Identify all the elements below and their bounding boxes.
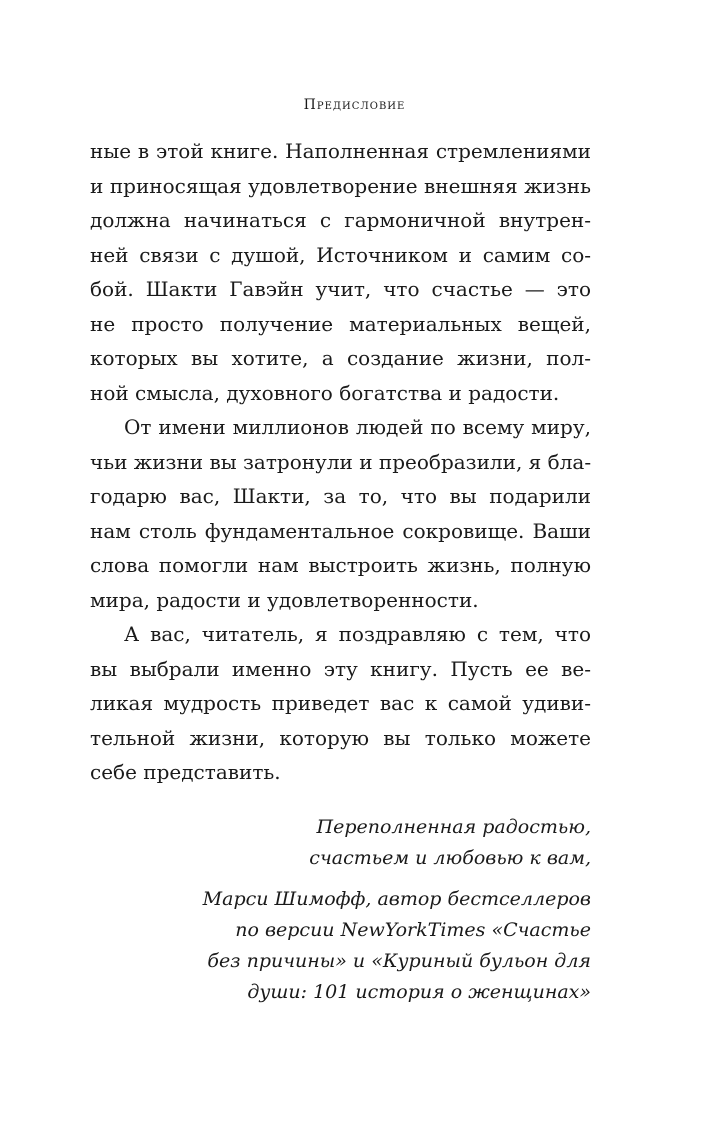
text-line: ней связи с душой, Источником и самим со-	[90, 242, 591, 267]
text-line: А вас, читатель, я поздравляю с тем, что	[124, 622, 591, 646]
text-line: бой. Шакти Гавэйн учит, что счастье — это	[90, 277, 591, 301]
closing-line: счастьем и любовью к вам,	[309, 847, 591, 869]
paragraph-2	[90, 410, 591, 617]
text-line: вы выбрали именно эту книгу. Пусть ее ве-	[90, 656, 591, 681]
text-line: ликая мудрость приведет вас к самой удиви-	[90, 691, 591, 715]
text-line: ной смысла, духовного богатства и радости.	[90, 380, 560, 405]
text-line: должна начинаться с гармоничной внутрен-	[90, 208, 591, 232]
text-line: От имени миллионов людей по всему миру,	[124, 415, 591, 439]
text-line: ные в этой книге. Наполненная стремлениями	[90, 139, 591, 163]
attribution-line: Марси Шимофф, автор бестселлеров	[202, 888, 591, 910]
closing-line: Переполненная радостью,	[316, 816, 591, 838]
text-line: которых вы хотите, а создание жизни, пол-	[90, 346, 591, 370]
paragraph-3	[90, 617, 591, 790]
author-attribution	[90, 884, 591, 1008]
text-line: чьи жизни вы затронули и преобразили, я бла-	[90, 449, 592, 474]
text-line: мира, радости и удовлетворенности.	[90, 587, 479, 612]
body-text	[90, 134, 591, 790]
text-line: и приносящая удовлетворение внешняя жизнь	[90, 173, 591, 198]
text-line: себе представить.	[90, 760, 281, 784]
text-line: тельной жизни, которую вы только можете	[90, 725, 591, 750]
closing-salutation	[90, 812, 591, 874]
text-line: годарю вас, Шакти, за то, что вы подарили	[90, 484, 591, 508]
attribution-line: без причины» и «Куриный бульон для	[207, 950, 591, 972]
paragraph-1	[90, 134, 591, 410]
attribution-line: по версии NewYorkTimes «Счастье	[235, 919, 591, 941]
text-line: нам столь фундаментальное сокровище. Ваши	[90, 518, 591, 543]
running-head: Предисловие	[303, 97, 406, 113]
attribution-line: души: 101 история о женщинах»	[247, 981, 591, 1003]
text-line: не просто получение материальных вещей,	[90, 311, 591, 336]
text-line: слова помогли нам выстроить жизнь, полную	[90, 553, 591, 577]
